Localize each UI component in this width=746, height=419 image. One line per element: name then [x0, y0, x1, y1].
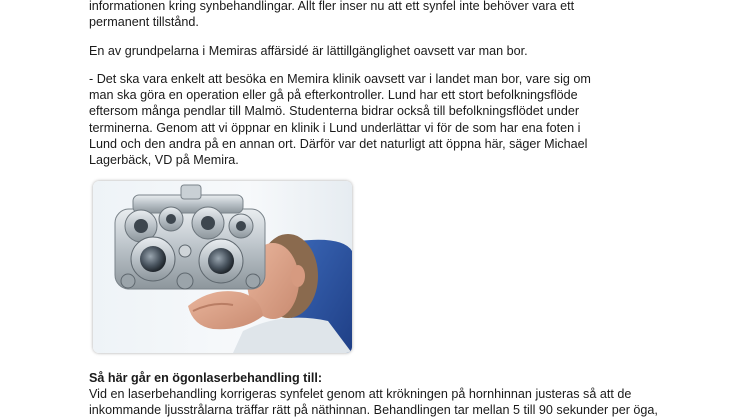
text-line: terminerna. Genom att vi öppnar en klinik i Lund underlättar vi för de som har ena foten i	[89, 120, 581, 135]
text-line: man ska göra en operation eller gå på efterkontroller. Lund har ett stort befolkningsflöde	[89, 88, 578, 103]
text-line: Lagerbäck, VD på Memira.	[89, 153, 239, 168]
section-heading: Så här går en ögonlaserbehandling till:	[89, 371, 323, 385]
phoropter-eye-exam-photo	[93, 181, 352, 353]
paragraph-quote	[89, 71, 689, 168]
photo-illustration	[93, 181, 352, 353]
paragraph-accessibility	[89, 43, 689, 59]
text-line: eftersom många pendlar till Malmö. Studenterna bidrar också till befolkningsflödet under	[89, 104, 580, 119]
text-line: informationen kring synbehandlingar. Allt fler inser nu att ett synfel inte behöver vara ett	[89, 0, 575, 13]
section-laser-treatment	[89, 370, 689, 419]
text-line: inkommande ljusstrålarna träffar rätt på näthinnan. Behandlingen tar mellan 5 till 90 sekunder per öga,	[89, 403, 658, 418]
text-line: En av grundpelarna i Memiras affärsidé är lättillgänglighet oavsett var man bor.	[89, 44, 528, 58]
paragraph-intro-end	[89, 0, 689, 30]
text-line: permanent tillstånd.	[89, 15, 199, 30]
text-line: Lund och den andra på en annan ort. Därför var det naturligt att öppna här, säger Michael	[89, 136, 588, 151]
text-line: - Det ska vara enkelt att besöka en Memira klinik oavsett var i landet man bor, vare sig om	[89, 72, 591, 86]
text-line: Vid en laserbehandling korrigeras synfelet genom att krökningen på hornhinnan justeras så att de	[89, 387, 632, 402]
